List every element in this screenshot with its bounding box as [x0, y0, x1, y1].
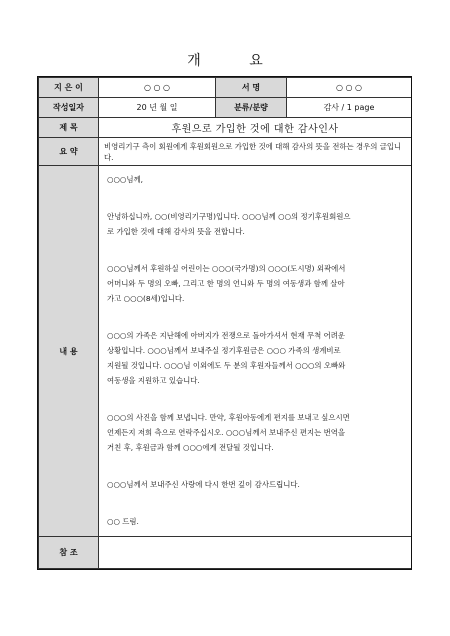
letter-greeting: ○○○님께, [107, 175, 143, 184]
letter-signoff: ○○ 드림. [107, 517, 139, 526]
signature-value: ○ ○ ○ [287, 78, 412, 98]
letter-line: 거친 후, 후원금과 함께 ○○○에게 전달될 것입니다. [107, 443, 274, 452]
letter-line: 지원될 것입니다. ○○○님 이외에도 두 분의 후원자들께서 ○○○의 오빠와 [107, 361, 346, 370]
date-label: 작성일자 [39, 98, 99, 118]
summary-value: 비영리기구 측이 회원에게 후원회원으로 가입한 것에 대해 감사의 뜻을 전하는 경우의 글입니다. [99, 138, 412, 166]
author-value: ○ ○ ○ [99, 78, 216, 98]
letter-line: 언제든지 저희 측으로 연락주십시오. ○○○님께서 보내주신 편지는 번역을 [107, 428, 346, 437]
letter-line: 가고 ○○○(8세)입니다. [107, 294, 185, 303]
letter-line: ○○○님께서 보내주신 사랑에 다시 한번 깊이 감사드립니다. [107, 480, 300, 489]
reference-value [99, 537, 412, 569]
letter-line: 상황입니다. ○○○님께서 보내주실 정기후원금은 ○○○ 가족의 생계비로 [107, 346, 341, 355]
summary-label: 요 약 [39, 138, 99, 166]
letter-line: ○○○님께서 후원하실 어린이는 ○○○(국가명)의 ○○○(도시명) 외곽에서 [107, 264, 346, 273]
category-value: 감사 / 1 page [287, 98, 412, 118]
letter-line: 어머니와 두 명의 오빠, 그리고 한 명의 언니와 두 명의 여동생과 함께 살아 [107, 279, 345, 288]
letter-line: 안녕하십니까, ○○(비영리기구명)입니다. ○○○님께 ○○의 정기후원회원으 [107, 212, 351, 221]
letter-line: 로 가입한 것에 대해 감사의 뜻을 전합니다. [107, 227, 245, 236]
document-title: 개 요 [187, 53, 285, 69]
content-body [99, 166, 412, 537]
letter-line: ○○○의 가족은 지난해에 아버지가 전쟁으로 돌아가셔서 현재 무척 어려운 [107, 331, 346, 340]
summary-table [38, 77, 412, 569]
author-label: 지 은 이 [39, 78, 99, 98]
letter-line: ○○○의 사진을 함께 보냅니다. 만약, 후원아동에게 편지를 보내고 싶으시면 [107, 413, 350, 422]
letter-line: 여동생을 지원하고 있습니다. [107, 376, 200, 385]
signature-label: 서 명 [216, 78, 287, 98]
category-label: 분류/분량 [216, 98, 287, 118]
subject-value: 후원으로 가입한 것에 대한 감사인사 [99, 118, 412, 138]
content-label: 내 용 [39, 166, 99, 537]
subject-label: 제 목 [39, 118, 99, 138]
reference-label: 참 조 [39, 537, 99, 569]
date-value: 20 년 월 일 [99, 98, 216, 118]
